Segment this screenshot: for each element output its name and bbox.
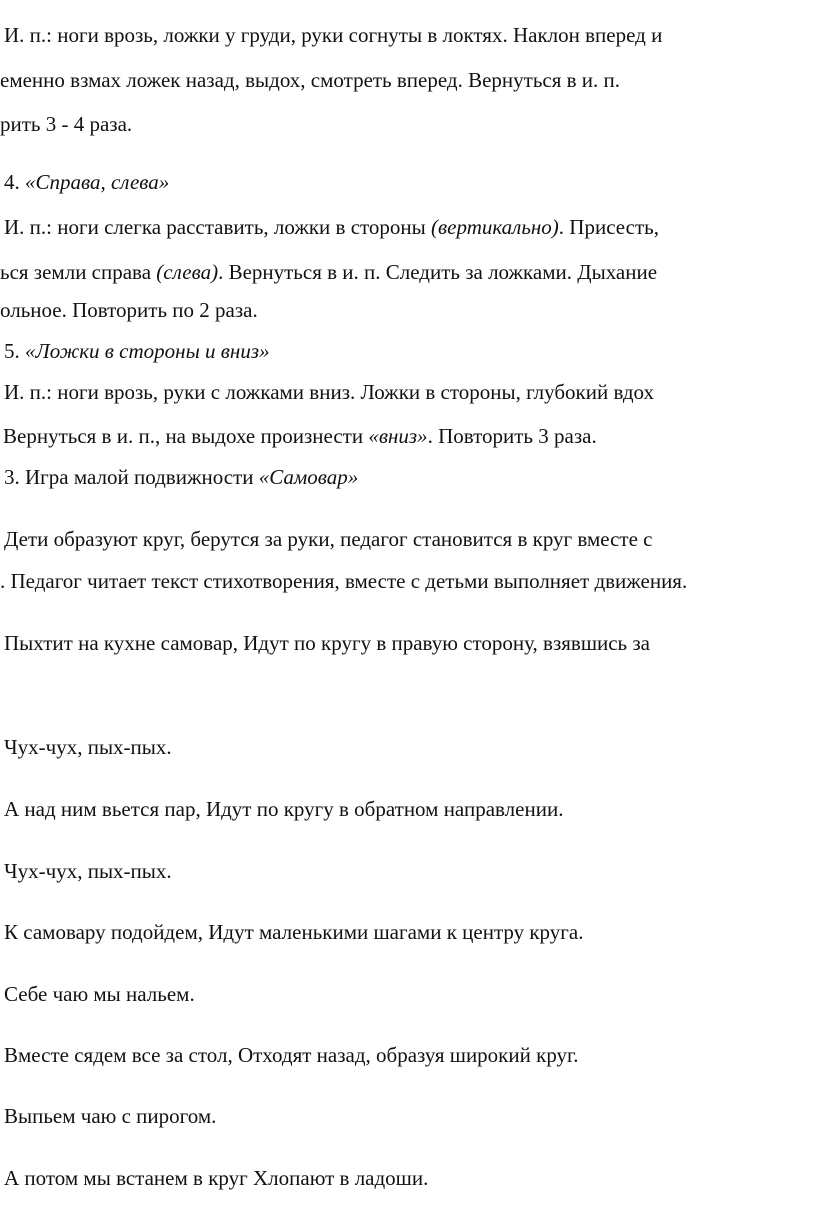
paragraph-line	[0, 67, 620, 93]
poem-line	[4, 981, 195, 1007]
paragraph-line	[0, 297, 258, 323]
text-span: Чух-чух, пых-пых.	[4, 735, 172, 759]
section-number: 4.	[4, 170, 25, 194]
text-span: . Повторить 3 раза.	[427, 424, 597, 448]
text-span: Вместе сядем все за стол, Отходят назад, образуя широкий круг.	[4, 1043, 579, 1067]
text-span: Вернуться в и. п., на выдохе произнести	[3, 424, 369, 448]
text-span: И. п.: ноги врозь, ложки у груди, руки согнуты в локтях. Наклон вперед и	[4, 23, 663, 47]
text-span: ься земли справа	[0, 260, 157, 284]
text-span: Чух-чух, пых-пых.	[4, 859, 172, 883]
italic-span: (слева)	[156, 260, 219, 284]
text-span: 3. Игра малой подвижности	[4, 465, 259, 489]
section-title: «Ложки в стороны и вниз»	[25, 339, 270, 363]
paragraph-line	[4, 22, 662, 48]
text-span: Дети образуют круг, берутся за руки, педагог становится в круг вместе с	[4, 527, 653, 551]
text-span: рить 3 - 4 раза.	[0, 112, 133, 136]
section-heading	[4, 338, 270, 364]
text-span: еменно взмах ложек назад, выдох, смотреть вперед. Вернуться в и. п.	[0, 68, 621, 92]
paragraph-line	[3, 423, 597, 449]
text-span: ольное. Повторить по 2 раза.	[0, 298, 258, 322]
italic-span: «вниз»	[368, 424, 428, 448]
text-span: . Вернуться в и. п. Следить за ложками. Дыхание	[218, 260, 658, 284]
section-title: «Справа, слева»	[25, 170, 170, 194]
paragraph-line	[0, 568, 687, 594]
poem-line	[4, 919, 583, 945]
poem-line	[4, 1165, 428, 1191]
text-span: А потом мы встанем в круг Хлопают в ладоши.	[4, 1166, 429, 1190]
text-span: А над ним вьется пар, Идут по кругу в обратном направлении.	[4, 797, 564, 821]
paragraph-line	[4, 214, 659, 240]
text-span: И. п.: ноги врозь, руки с ложками вниз. Ложки в стороны, глубокий вдох	[4, 380, 655, 404]
poem-line	[4, 1042, 579, 1068]
text-span: . Педагог читает текст стихотворения, вместе с детьми выполняет движения.	[0, 569, 688, 593]
text-span: . Присесть,	[558, 215, 659, 239]
text-span: Выпьем чаю с пирогом.	[4, 1104, 217, 1128]
poem-line	[4, 630, 650, 656]
text-span: К самовару подойдем, Идут маленькими шагами к центру круга.	[4, 920, 584, 944]
paragraph-line	[4, 526, 653, 552]
section-number: 5.	[4, 339, 25, 363]
poem-line	[4, 858, 172, 884]
paragraph-line	[0, 111, 132, 137]
section-heading	[4, 464, 358, 490]
text-span: Пыхтит на кухне самовар, Идут по кругу в правую сторону, взявшись за	[4, 631, 650, 655]
text-span: Себе чаю мы нальем.	[4, 982, 195, 1006]
section-heading	[4, 169, 169, 195]
italic-span: «Самовар»	[258, 465, 359, 489]
poem-line	[4, 734, 172, 760]
paragraph-line	[0, 259, 657, 285]
poem-line	[4, 1103, 216, 1129]
poem-line	[4, 796, 563, 822]
italic-span: (вертикально)	[431, 215, 559, 239]
text-span: И. п.: ноги слегка расставить, ложки в стороны	[4, 215, 432, 239]
paragraph-line	[4, 379, 654, 405]
